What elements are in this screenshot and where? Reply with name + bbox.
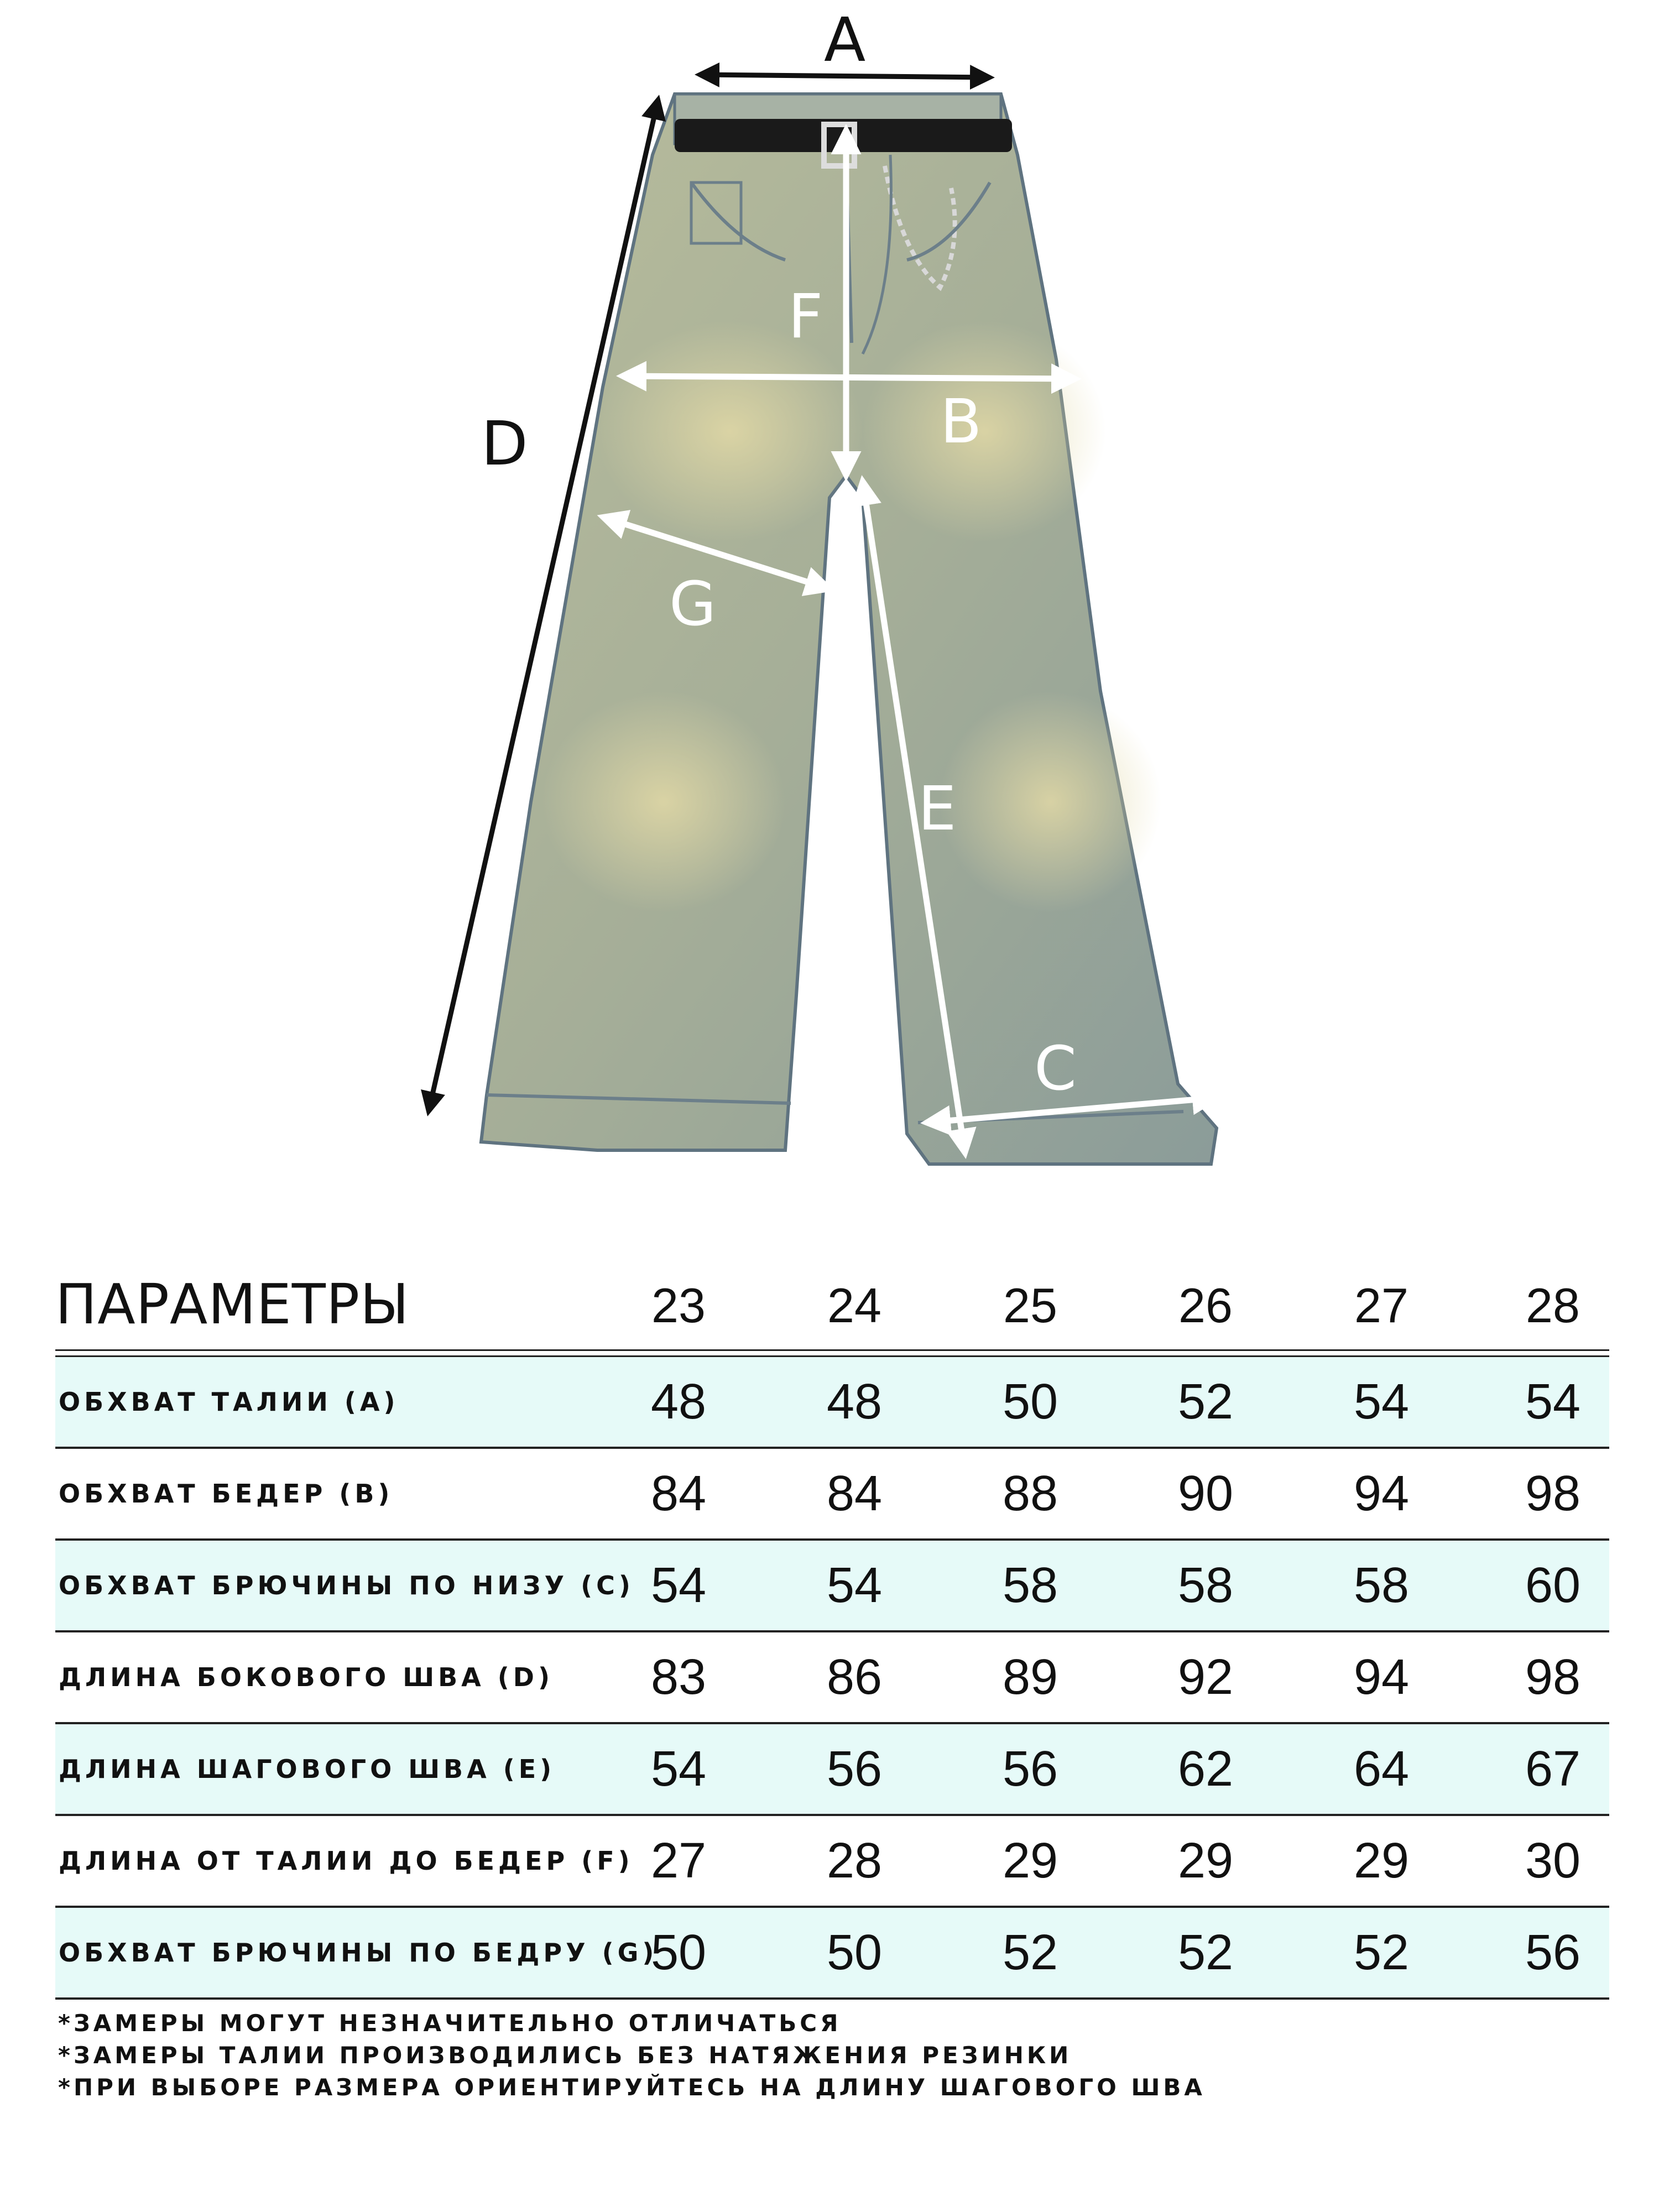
table-cell: 50 (826, 1925, 883, 1980)
table-cell: 29 (1177, 1833, 1234, 1888)
label-g: G (669, 568, 717, 639)
table-cell: 83 (650, 1650, 707, 1705)
table-row (55, 1908, 1609, 2000)
table-title: ПАРАМЕТРЫ (55, 1272, 410, 1337)
table-cell: 89 (1002, 1650, 1058, 1705)
table-row (55, 1816, 1609, 1908)
row-label: ОБХВАТ ТАЛИИ (А) (59, 1387, 399, 1417)
footnotes (58, 2007, 1206, 2104)
label-a: A (824, 4, 866, 75)
table-cell: 54 (650, 1558, 707, 1613)
table-cell: 54 (1525, 1374, 1581, 1430)
table-cell: 98 (1525, 1650, 1581, 1705)
table-cell: 92 (1177, 1650, 1234, 1705)
table-cell: 86 (826, 1650, 883, 1705)
table-cell: 58 (1002, 1558, 1058, 1613)
footnote: *ПРИ ВЫБОРЕ РАЗМЕРА ОРИЕНТИРУЙТЕСЬ НА ДЛИНУ ШАГОВОГО ШВА (58, 2074, 1206, 2101)
table-cell: 54 (1353, 1374, 1410, 1430)
table-cell: 29 (1002, 1833, 1058, 1888)
table-cell: 27 (650, 1833, 707, 1888)
size-table (55, 1266, 1609, 2000)
table-row (55, 1357, 1609, 1449)
table-cell: 56 (826, 1741, 883, 1797)
size-header: 26 (1178, 1278, 1233, 1333)
label-c: C (1034, 1033, 1077, 1104)
table-cell: 94 (1353, 1466, 1410, 1521)
table-cell: 88 (1002, 1466, 1058, 1521)
size-header: 23 (651, 1278, 706, 1333)
table-cell: 52 (1177, 1374, 1234, 1430)
row-label: ДЛИНА ОТ ТАЛИИ ДО БЕДЕР (F) (59, 1846, 634, 1876)
row-label: ДЛИНА ШАГОВОГО ШВА (Е) (59, 1754, 556, 1784)
table-row (55, 1632, 1609, 1724)
footnote: *ЗАМЕРЫ ТАЛИИ ПРОИЗВОДИЛИСЬ БЕЗ НАТЯЖЕНИЯ РЕЗИНКИ (58, 2042, 1072, 2069)
size-header: 25 (1003, 1278, 1057, 1333)
table-cell: 30 (1525, 1833, 1581, 1888)
table-cell: 60 (1525, 1558, 1581, 1613)
row-label: ОБХВАТ БРЮЧИНЫ ПО НИЗУ (С) (59, 1571, 634, 1600)
table-cell: 58 (1353, 1558, 1410, 1613)
header-divider (55, 1349, 1609, 1357)
size-header: 24 (827, 1278, 881, 1333)
size-header: 28 (1526, 1278, 1580, 1333)
table-cell: 48 (826, 1374, 883, 1430)
table-cell: 50 (650, 1925, 707, 1980)
table-cell: 52 (1353, 1925, 1410, 1980)
table-cell: 56 (1002, 1741, 1058, 1797)
table-cell: 64 (1353, 1741, 1410, 1797)
table-cell: 67 (1525, 1741, 1581, 1797)
table-cell: 50 (1002, 1374, 1058, 1430)
label-e: E (918, 773, 957, 844)
table-cell: 90 (1177, 1466, 1234, 1521)
table-header (55, 1266, 1609, 1349)
row-label: ДЛИНА БОКОВОГО ШВА (D) (59, 1662, 554, 1692)
table-cell: 48 (650, 1374, 707, 1430)
table-cell: 54 (826, 1558, 883, 1613)
label-b: B (940, 386, 982, 457)
table-cell: 98 (1525, 1466, 1581, 1521)
table-cell: 58 (1177, 1558, 1234, 1613)
label-d: D (481, 408, 528, 479)
table-cell: 54 (650, 1741, 707, 1797)
table-cell: 28 (826, 1833, 883, 1888)
table-cell: 52 (1177, 1925, 1234, 1980)
size-header: 27 (1354, 1278, 1408, 1333)
table-row (55, 1449, 1609, 1541)
table-cell: 84 (826, 1466, 883, 1521)
table-cell: 52 (1002, 1925, 1058, 1980)
table-cell: 94 (1353, 1650, 1410, 1705)
row-label: ОБХВАТ БЕДЕР (В) (59, 1479, 394, 1509)
table-cell: 62 (1177, 1741, 1234, 1797)
table-cell: 84 (650, 1466, 707, 1521)
table-row (55, 1724, 1609, 1816)
footnote: *ЗАМЕРЫ МОГУТ НЕЗНАЧИТЕЛЬНО ОТЛИЧАТЬСЯ (58, 2010, 842, 2037)
table-cell: 56 (1525, 1925, 1581, 1980)
table-cell: 29 (1353, 1833, 1410, 1888)
table-row (55, 1541, 1609, 1632)
row-label: ОБХВАТ БРЮЧИНЫ ПО БЕДРУ (G) (59, 1938, 658, 1968)
label-f: F (788, 281, 823, 352)
